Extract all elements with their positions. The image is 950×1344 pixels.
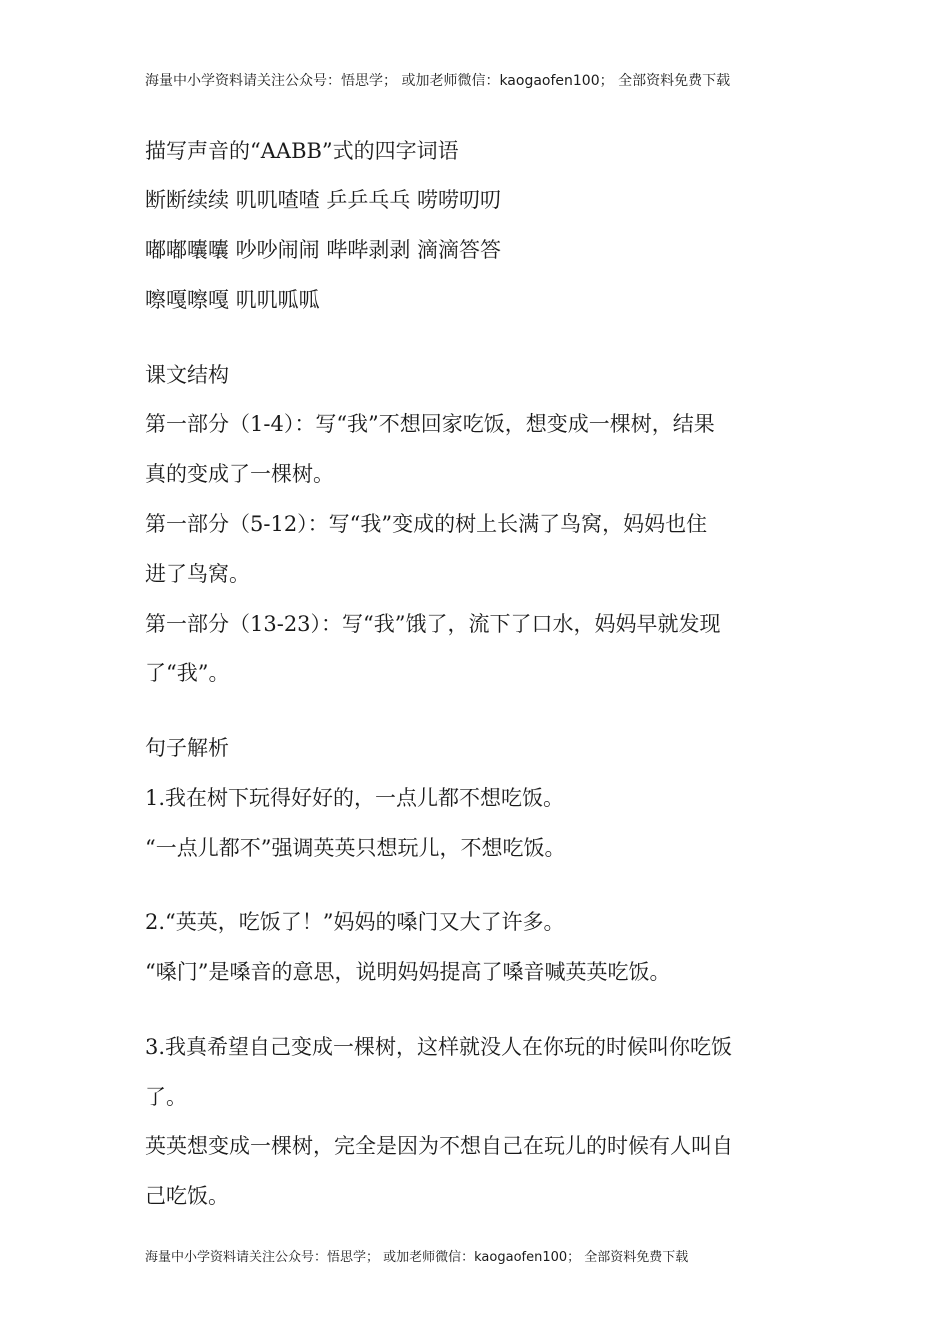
analysis-sentence-2-note: “嗓门”是嗓音的意思，说明妈妈提高了嗓音喊英英吃饭。 (145, 960, 671, 984)
page-footer-notice: 海量中小学资料请关注公众号：悟思学； 或加老师微信：kaogaofen100； 全部资料免费下载 (145, 1250, 689, 1265)
structure-part-3-line-b: 了“我”。 (145, 661, 230, 685)
analysis-sentence-3-line-b: 了。 (145, 1085, 187, 1109)
analysis-sentence-1: 1.我在树下玩得好好的，一点儿都不想吃饭。 (145, 786, 565, 810)
analysis-sentence-1-note: “一点儿都不”强调英英只想玩儿，不想吃饭。 (145, 836, 566, 860)
structure-part-1-line-a: 第一部分（1-4）：写“我”不想回家吃饭，想变成一棵树，结果 (145, 412, 715, 436)
structure-part-2-line-b: 进了鸟窝。 (145, 562, 250, 586)
analysis-sentence-2: 2.“英英，吃饭了！”妈妈的嗓门又大了许多。 (145, 910, 565, 934)
structure-part-1-line-b: 真的变成了一棵树。 (145, 462, 334, 486)
words-heading: 描写声音的“AABB”式的四字词语 (145, 139, 459, 163)
page-header-notice: 海量中小学资料请关注公众号：悟思学； 或加老师微信：kaogaofen100； 全部资料免费下载 (145, 73, 731, 89)
words-line-3: 嚓嘎嚓嘎 叽叽呱呱 (145, 288, 320, 312)
structure-part-3-line-a: 第一部分（13-23）：写“我”饿了，流下了口水，妈妈早就发现 (145, 612, 721, 636)
analysis-sentence-3-note-line-b: 己吃饭。 (145, 1184, 229, 1208)
analysis-sentence-3-line-a: 3.我真希望自己变成一棵树，这样就没人在你玩的时候叫你吃饭 (145, 1035, 733, 1059)
structure-heading: 课文结构 (145, 363, 229, 387)
analysis-sentence-3-note-line-a: 英英想变成一棵树，完全是因为不想自己在玩儿的时候有人叫自 (145, 1134, 733, 1158)
words-line-2: 嘟嘟囔囔 吵吵闹闹 哔哔剥剥 滴滴答答 (145, 238, 502, 262)
structure-part-2-line-a: 第一部分（5-12）：写“我”变成的树上长满了鸟窝，妈妈也住 (145, 512, 708, 536)
analysis-heading: 句子解析 (145, 736, 229, 760)
words-line-1: 断断续续 叽叽喳喳 乒乒乓乓 唠唠叨叨 (145, 188, 502, 212)
